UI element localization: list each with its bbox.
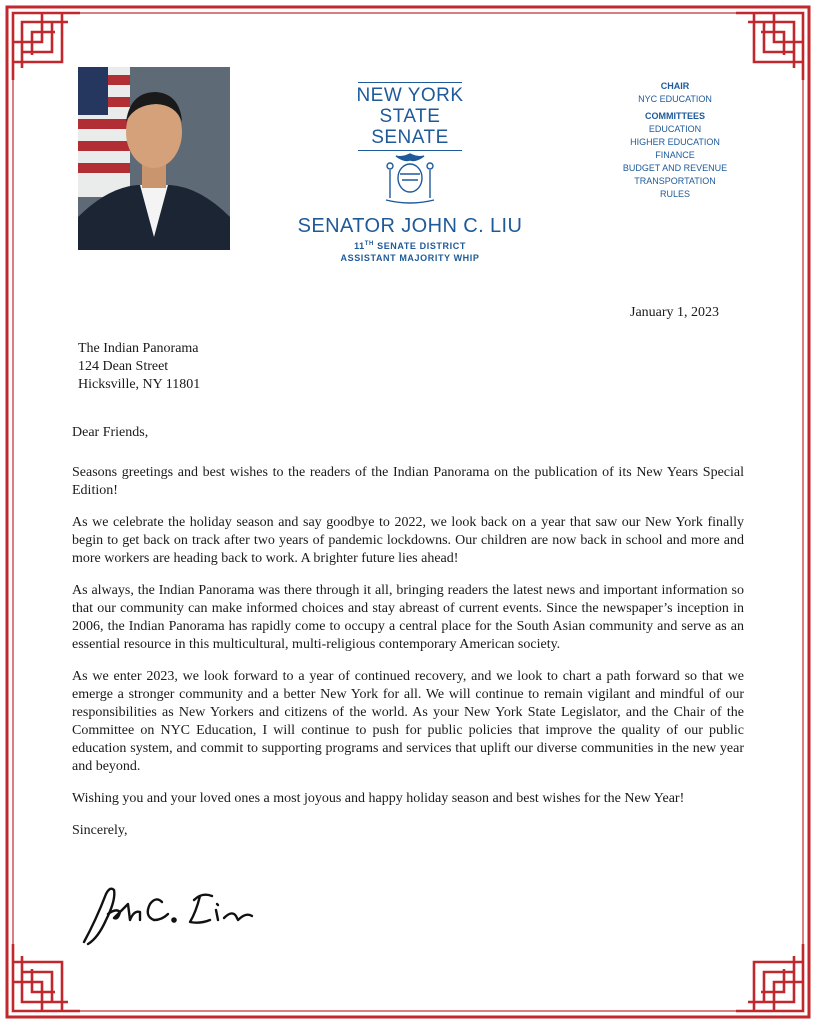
chair-item: NYC EDUCATION — [638, 94, 712, 104]
senate-line-1: NEW YORK — [356, 85, 464, 106]
committee-item: BUDGET AND REVENUE — [622, 163, 728, 173]
state-seal-icon — [380, 150, 440, 206]
senator-name-block — [270, 214, 550, 264]
committees-list — [600, 80, 750, 201]
address-line: The Indian Panorama — [78, 341, 199, 356]
address-line: 124 Dean Street — [78, 359, 169, 374]
senate-district: 11TH SENATE DISTRICT — [354, 241, 466, 251]
closing: Sincerely, — [72, 823, 128, 838]
committee-item: TRANSPORTATION — [634, 176, 716, 186]
body-paragraph: As we enter 2023, we look forward to a year of continued recovery, and we look to chart a path forward so that we emerge a stronger community and a better New York for all. We will continue to remain vigilant and mindful of our responsibilities as New Yorkers and citizens of the world. As your New York State Legislator, and the Chair of the Committee on NYC Education, I will continue to push for public policies that improve the quality of our public education system, and commit to supporting programs and services that uplift our diverse communities in the new year and beyond. — [72, 669, 744, 774]
body-paragraph: As we celebrate the holiday season and say goodbye to 2022, we look back on a year that saw our New York finally begin to get back on track after two years of pandemic lockdowns. Our children are now back in school and more and more workers are heading back to work. A brighter future lies ahead! — [72, 515, 744, 566]
senate-line-3: SENATE — [371, 127, 449, 148]
senator-portrait-photo — [78, 67, 230, 250]
new-york-state-senate-logo — [340, 80, 480, 153]
senator-role: ASSISTANT MAJORITY WHIP — [340, 253, 480, 263]
recipient-address — [78, 340, 200, 394]
committee-item: HIGHER EDUCATION — [630, 137, 720, 147]
senator-name: SENATOR JOHN C. LIU — [297, 215, 523, 237]
letter-date: January 1, 2023 — [630, 305, 720, 320]
committee-item: RULES — [659, 189, 690, 199]
salutation: Dear Friends, — [72, 425, 149, 440]
chair-heading: CHAIR — [660, 81, 690, 91]
committees-heading: COMMITTEES — [645, 111, 705, 121]
address-line: Hicksville, NY 11801 — [78, 377, 201, 392]
body-paragraph: As always, the Indian Panorama was there through it all, bringing readers the latest news and important information so that our community can make informed choices and stay abreast of current events. Since the newspaper’s inception in 2006, the Indian Panorama has rapidly come to occupy a central place for the South Asian community and serve as an essential resource in this multicultural, multi-religious contemporary American society. — [72, 583, 744, 652]
letter-body — [72, 424, 744, 854]
committee-item: FINANCE — [655, 150, 695, 160]
body-paragraph: Seasons greetings and best wishes to the readers of the Indian Panorama on the publication of its New Years Special Edition! — [72, 465, 744, 498]
body-paragraph: Wishing you and your loved ones a most joyous and happy holiday season and best wishes for the New Year! — [72, 791, 685, 806]
committee-item: EDUCATION — [648, 124, 702, 134]
senate-line-2: STATE — [379, 106, 441, 127]
handwritten-signature — [76, 880, 266, 950]
